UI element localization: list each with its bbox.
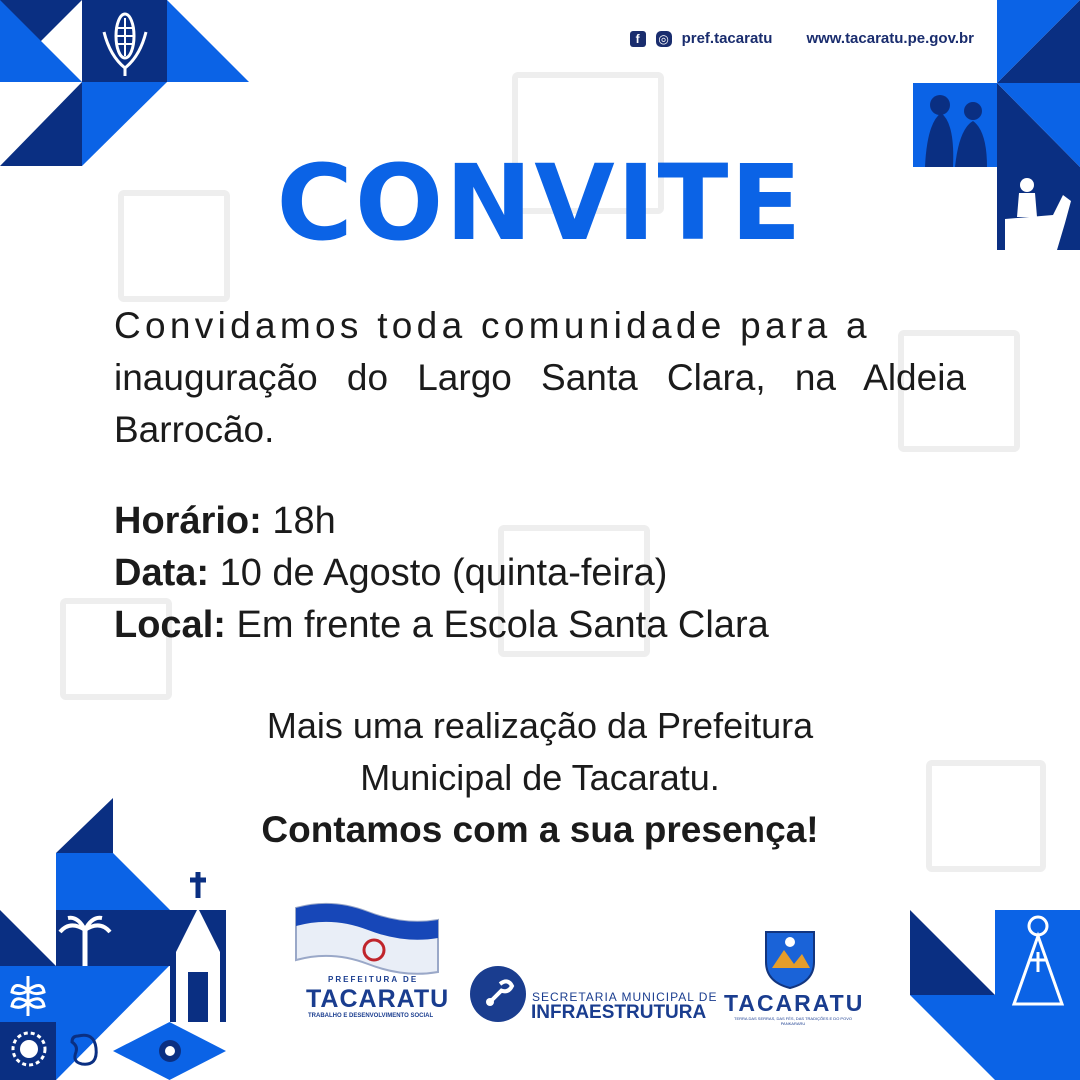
prefeitura-small: PREFEITURA DE — [328, 975, 419, 984]
date-value: 10 de Agosto (quinta-feira) — [219, 552, 668, 594]
place-row — [114, 604, 769, 647]
date-label: Data: — [114, 552, 210, 594]
brasao-name: TACARATU — [724, 990, 865, 1016]
church-icon — [172, 872, 224, 1022]
bean-icon — [64, 1030, 104, 1070]
facebook-icon[interactable]: f — [630, 31, 646, 47]
time-value: 18h — [272, 500, 336, 542]
date-row — [114, 552, 667, 595]
page-title: CONVITE — [276, 142, 804, 264]
time-label: Horário: — [114, 500, 262, 542]
instagram-icon[interactable]: ◎ — [656, 31, 672, 47]
sun-icon — [8, 1028, 50, 1070]
intro-paragraph — [114, 300, 966, 456]
closing-line-2: Municipal de Tacaratu. — [360, 757, 720, 798]
place-value: Em frente a Escola Santa Clara — [236, 604, 769, 646]
closing-line-3: Contamos com a sua presença! — [261, 809, 819, 850]
brasao-motto: TERRA DAS SERRAS, DAS FÉS, DAS TRADIÇÕES E DO POVO PANKARARU — [734, 1016, 852, 1026]
corn-icon — [100, 6, 150, 78]
saint-figure-icon — [1000, 912, 1076, 1012]
eye-icon — [146, 1036, 194, 1066]
flag-icon — [292, 902, 442, 984]
secretaria-line-1: SECRETARIA MUNICIPAL DE — [532, 990, 718, 1004]
closing-line-1: Mais uma realização da Prefeitura — [266, 705, 814, 746]
intro-line-3: Barrocão. — [114, 409, 275, 450]
tools-icon — [470, 966, 526, 1022]
secretaria-line-2: INFRAESTRUTURA — [531, 1002, 707, 1023]
website-link[interactable]: www.tacaratu.pe.gov.br — [806, 30, 974, 47]
palm-tree-icon — [58, 912, 112, 966]
social-handle[interactable]: pref.tacaratu — [681, 30, 773, 47]
header-links — [630, 30, 974, 47]
place-label: Local: — [114, 604, 226, 646]
closing-text — [0, 700, 1080, 856]
intro-line-2: inauguração do Largo Santa Clara, na Aldeia — [114, 357, 966, 398]
time-row — [114, 500, 336, 543]
plant-icon — [6, 970, 50, 1018]
prefeitura-sub: TRABALHO E DESENVOLVIMENTO SOCIAL — [308, 1013, 434, 1019]
intro-line-1: Convidamos toda comunidade para a — [114, 305, 871, 346]
prefeitura-name: TACARATU — [306, 985, 450, 1013]
coat-of-arms-icon — [760, 928, 820, 990]
